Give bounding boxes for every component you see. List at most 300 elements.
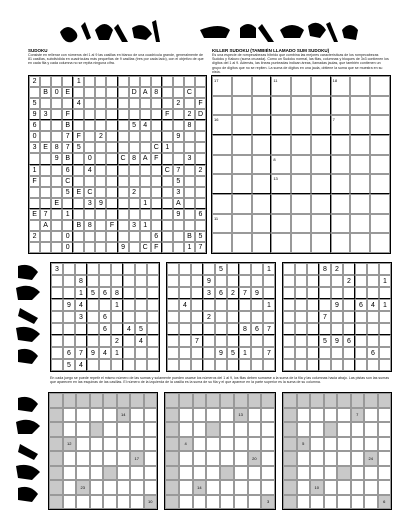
grid-cell[interactable] xyxy=(379,263,391,275)
grid-cell[interactable] xyxy=(203,323,215,335)
kakuro-cell[interactable] xyxy=(144,422,158,437)
kakuro-cell[interactable] xyxy=(130,408,144,423)
grid-cell[interactable] xyxy=(62,198,73,209)
grid-cell[interactable] xyxy=(343,359,355,371)
kakuro-cell[interactable] xyxy=(179,408,193,423)
kakuro-cell[interactable] xyxy=(193,437,207,452)
grid-cell[interactable] xyxy=(95,76,106,87)
grid-cell[interactable] xyxy=(40,242,51,253)
grid-cell[interactable]: 1 xyxy=(111,347,123,359)
grid-cell[interactable] xyxy=(135,311,147,323)
kakuro-cell[interactable] xyxy=(234,451,248,466)
killer-cell[interactable] xyxy=(311,96,331,116)
grid-cell[interactable] xyxy=(343,347,355,359)
killer-cell[interactable] xyxy=(271,135,291,155)
grid-cell[interactable] xyxy=(179,275,191,287)
killer-cell[interactable] xyxy=(370,115,390,135)
grid-cell[interactable] xyxy=(251,311,263,323)
grid-cell[interactable]: 9 xyxy=(63,299,75,311)
kakuro-cell[interactable] xyxy=(206,480,220,495)
grid-cell[interactable] xyxy=(73,242,84,253)
grid-cell[interactable] xyxy=(151,131,162,142)
grid-cell[interactable] xyxy=(87,275,99,287)
grid-cell[interactable] xyxy=(40,120,51,131)
grid-cell[interactable]: 2 xyxy=(173,98,184,109)
grid-cell[interactable] xyxy=(129,142,140,153)
kakuro-cell[interactable] xyxy=(351,495,365,510)
grid-cell[interactable] xyxy=(295,311,307,323)
grid-cell[interactable] xyxy=(95,120,106,131)
grid-cell[interactable]: 7 xyxy=(62,131,73,142)
grid-cell[interactable] xyxy=(295,347,307,359)
grid-cell[interactable] xyxy=(307,335,319,347)
grid-cell[interactable] xyxy=(118,176,129,187)
killer-cell[interactable] xyxy=(350,135,370,155)
grid-cell[interactable] xyxy=(195,187,206,198)
grid-cell[interactable] xyxy=(84,109,95,120)
grid-cell[interactable]: 8 xyxy=(151,87,162,98)
killer-cell[interactable] xyxy=(291,155,311,175)
grid-cell[interactable] xyxy=(87,263,99,275)
grid-cell[interactable] xyxy=(73,153,84,164)
grid-cell[interactable]: 7 xyxy=(40,209,51,220)
grid-cell[interactable]: B xyxy=(184,231,195,242)
grid-cell[interactable] xyxy=(118,120,129,131)
grid-cell[interactable] xyxy=(151,209,162,220)
grid-cell[interactable] xyxy=(173,120,184,131)
grid-cell[interactable] xyxy=(106,98,117,109)
grid-cell[interactable] xyxy=(179,287,191,299)
grid-cell[interactable] xyxy=(173,153,184,164)
grid-cell[interactable] xyxy=(75,335,87,347)
grid-cell[interactable]: C xyxy=(184,87,195,98)
killer-cell[interactable] xyxy=(212,96,232,116)
kakuro-cell[interactable] xyxy=(324,408,338,423)
kakuro-cell[interactable] xyxy=(130,480,144,495)
killer-cell[interactable]: 16 xyxy=(212,115,232,135)
grid-cell[interactable]: 8 xyxy=(129,153,140,164)
grid-cell[interactable]: 9 xyxy=(118,242,129,253)
grid-cell[interactable] xyxy=(215,299,227,311)
kakuro-cell[interactable] xyxy=(103,437,117,452)
grid-cell[interactable] xyxy=(95,187,106,198)
grid-cell[interactable]: 2 xyxy=(184,109,195,120)
killer-cell[interactable] xyxy=(232,233,252,253)
grid-cell[interactable]: 3 xyxy=(40,109,51,120)
grid-cell[interactable] xyxy=(40,153,51,164)
kakuro-cell[interactable] xyxy=(90,495,104,510)
killer-cell[interactable] xyxy=(291,135,311,155)
killer-cell[interactable]: 7 xyxy=(331,115,351,135)
grid-cell[interactable]: 5 xyxy=(29,98,40,109)
grid-cell[interactable] xyxy=(84,142,95,153)
grid-cell[interactable] xyxy=(215,335,227,347)
killer-cell[interactable] xyxy=(311,115,331,135)
grid-cell[interactable]: 1 xyxy=(73,76,84,87)
grid-cell[interactable] xyxy=(118,187,129,198)
grid-cell[interactable] xyxy=(84,98,95,109)
grid-cell[interactable]: 7 xyxy=(191,335,203,347)
grid-cell[interactable] xyxy=(283,263,295,275)
grid-cell[interactable] xyxy=(129,198,140,209)
grid-cell[interactable] xyxy=(129,242,140,253)
grid-cell[interactable] xyxy=(84,176,95,187)
grid-cell[interactable]: F xyxy=(73,131,84,142)
grid-cell[interactable]: 9 xyxy=(51,153,62,164)
grid-cell[interactable]: 6 xyxy=(62,165,73,176)
grid-cell[interactable] xyxy=(95,231,106,242)
kakuro-cell[interactable] xyxy=(378,408,392,423)
grid-cell[interactable] xyxy=(123,335,135,347)
grid-cell[interactable] xyxy=(51,120,62,131)
grid-cell[interactable] xyxy=(179,263,191,275)
grid-cell[interactable] xyxy=(191,323,203,335)
grid-cell[interactable]: 2 xyxy=(203,311,215,323)
grid-cell[interactable] xyxy=(307,287,319,299)
grid-cell[interactable]: 5 xyxy=(195,231,206,242)
kakuro-cell[interactable] xyxy=(117,480,131,495)
grid-cell[interactable] xyxy=(191,287,203,299)
grid-cell[interactable] xyxy=(63,287,75,299)
grid-cell[interactable]: 5 xyxy=(87,287,99,299)
kakuro-cell[interactable] xyxy=(364,480,378,495)
grid-cell[interactable]: 1 xyxy=(140,220,151,231)
grid-cell[interactable] xyxy=(63,311,75,323)
killer-cell[interactable] xyxy=(252,214,272,234)
grid-cell[interactable]: E xyxy=(73,187,84,198)
killer-cell[interactable] xyxy=(291,96,311,116)
grid-cell[interactable] xyxy=(239,263,251,275)
grid-cell[interactable] xyxy=(99,275,111,287)
killer-cell[interactable] xyxy=(232,76,252,96)
grid-cell[interactable] xyxy=(135,287,147,299)
grid-cell[interactable]: 3 xyxy=(173,187,184,198)
grid-cell[interactable] xyxy=(62,220,73,231)
grid-cell[interactable]: 1 xyxy=(379,275,391,287)
kakuro-cell[interactable] xyxy=(351,422,365,437)
kakuro-cell[interactable] xyxy=(297,422,311,437)
grid-cell[interactable] xyxy=(295,263,307,275)
grid-cell[interactable]: C xyxy=(140,242,151,253)
killer-cell[interactable] xyxy=(232,174,252,194)
grid-cell[interactable]: 0 xyxy=(84,153,95,164)
grid-cell[interactable] xyxy=(184,220,195,231)
kakuro-cell[interactable] xyxy=(130,437,144,452)
grid-cell[interactable] xyxy=(331,275,343,287)
kakuro-cell[interactable] xyxy=(179,495,193,510)
grid-cell[interactable] xyxy=(106,76,117,87)
grid-cell[interactable] xyxy=(99,263,111,275)
grid-cell[interactable] xyxy=(379,323,391,335)
killer-cell[interactable] xyxy=(271,214,291,234)
grid-cell[interactable] xyxy=(106,242,117,253)
grid-cell[interactable] xyxy=(40,165,51,176)
grid-cell[interactable] xyxy=(162,87,173,98)
grid-cell[interactable] xyxy=(195,198,206,209)
grid-cell[interactable] xyxy=(191,359,203,371)
grid-cell[interactable] xyxy=(184,176,195,187)
grid-cell[interactable] xyxy=(195,87,206,98)
grid-cell[interactable] xyxy=(283,359,295,371)
grid-cell[interactable]: 3 xyxy=(75,311,87,323)
killer-cell[interactable] xyxy=(350,194,370,214)
grid-cell[interactable] xyxy=(123,275,135,287)
killer-cell[interactable] xyxy=(252,155,272,175)
grid-cell[interactable]: 1 xyxy=(239,347,251,359)
grid-cell[interactable] xyxy=(355,287,367,299)
grid-cell[interactable]: 1 xyxy=(140,198,151,209)
grid-cell[interactable] xyxy=(95,153,106,164)
grid-cell[interactable] xyxy=(379,311,391,323)
killer-cell[interactable] xyxy=(212,135,232,155)
grid-cell[interactable] xyxy=(195,176,206,187)
grid-cell[interactable]: C xyxy=(118,153,129,164)
grid-cell[interactable] xyxy=(162,131,173,142)
grid-cell[interactable]: 7 xyxy=(173,165,184,176)
grid-cell[interactable]: 5 xyxy=(129,120,140,131)
grid-cell[interactable] xyxy=(106,209,117,220)
grid-cell[interactable] xyxy=(319,359,331,371)
grid-cell[interactable] xyxy=(40,76,51,87)
killer-cell[interactable] xyxy=(331,214,351,234)
grid-cell[interactable] xyxy=(173,109,184,120)
grid-cell[interactable]: 4 xyxy=(75,299,87,311)
grid-cell[interactable] xyxy=(283,287,295,299)
grid-cell[interactable] xyxy=(179,335,191,347)
grid-cell[interactable] xyxy=(140,176,151,187)
killer-cell[interactable] xyxy=(370,174,390,194)
grid-cell[interactable] xyxy=(203,335,215,347)
grid-cell[interactable] xyxy=(135,275,147,287)
grid-cell[interactable] xyxy=(140,165,151,176)
grid-cell[interactable]: F xyxy=(106,220,117,231)
grid-cell[interactable] xyxy=(51,275,63,287)
grid-cell[interactable] xyxy=(51,299,63,311)
killer-cell[interactable] xyxy=(350,214,370,234)
grid-cell[interactable] xyxy=(343,311,355,323)
kakuro-cell[interactable] xyxy=(90,408,104,423)
grid-cell[interactable]: 1 xyxy=(263,263,275,275)
grid-cell[interactable] xyxy=(184,187,195,198)
grid-cell[interactable]: 4 xyxy=(135,335,147,347)
kakuro-cell[interactable] xyxy=(206,495,220,510)
kakuro-cell[interactable] xyxy=(364,408,378,423)
grid-cell[interactable] xyxy=(195,153,206,164)
grid-cell[interactable] xyxy=(140,231,151,242)
grid-cell[interactable]: 6 xyxy=(63,347,75,359)
killer-cell[interactable] xyxy=(291,76,311,96)
grid-cell[interactable] xyxy=(123,263,135,275)
kakuro-cell[interactable] xyxy=(261,451,275,466)
grid-cell[interactable] xyxy=(319,299,331,311)
grid-cell[interactable] xyxy=(227,323,239,335)
kakuro-cell[interactable] xyxy=(234,437,248,452)
kakuro-cell[interactable] xyxy=(90,466,104,481)
kakuro-cell[interactable] xyxy=(206,437,220,452)
grid-cell[interactable]: 7 xyxy=(263,323,275,335)
grid-cell[interactable] xyxy=(51,176,62,187)
grid-cell[interactable] xyxy=(184,76,195,87)
grid-cell[interactable] xyxy=(147,275,159,287)
kakuro-cell[interactable] xyxy=(324,480,338,495)
grid-cell[interactable]: A xyxy=(173,198,184,209)
grid-cell[interactable] xyxy=(343,323,355,335)
grid-cell[interactable] xyxy=(118,98,129,109)
grid-cell[interactable]: C xyxy=(151,142,162,153)
killer-cell[interactable] xyxy=(311,155,331,175)
kakuro-cell[interactable] xyxy=(324,466,338,481)
kakuro-cell[interactable] xyxy=(248,480,262,495)
kakuro-cell[interactable] xyxy=(234,466,248,481)
kakuro-cell[interactable] xyxy=(206,408,220,423)
kakuro-cell[interactable] xyxy=(337,451,351,466)
grid-cell[interactable] xyxy=(215,359,227,371)
grid-cell[interactable]: 9 xyxy=(215,347,227,359)
grid-cell[interactable] xyxy=(106,176,117,187)
grid-cell[interactable]: D xyxy=(195,109,206,120)
killer-cell[interactable] xyxy=(232,155,252,175)
grid-cell[interactable] xyxy=(203,299,215,311)
killer-cell[interactable] xyxy=(291,174,311,194)
kakuro-cell[interactable] xyxy=(193,466,207,481)
grid-cell[interactable] xyxy=(251,275,263,287)
grid-cell[interactable]: 2 xyxy=(331,263,343,275)
grid-cell[interactable]: 6 xyxy=(343,335,355,347)
killer-cell[interactable] xyxy=(271,194,291,214)
grid-cell[interactable] xyxy=(84,242,95,253)
grid-cell[interactable] xyxy=(73,176,84,187)
grid-cell[interactable] xyxy=(111,359,123,371)
grid-cell[interactable] xyxy=(173,242,184,253)
grid-cell[interactable]: 4 xyxy=(123,323,135,335)
grid-cell[interactable] xyxy=(111,275,123,287)
grid-cell[interactable]: 0 xyxy=(62,231,73,242)
kakuro-cell[interactable] xyxy=(261,466,275,481)
kakuro-cell[interactable] xyxy=(378,480,392,495)
grid-cell[interactable]: 4 xyxy=(140,120,151,131)
grid-cell[interactable] xyxy=(111,263,123,275)
grid-cell[interactable]: 6 xyxy=(215,287,227,299)
grid-cell[interactable] xyxy=(118,131,129,142)
kakuro-cell[interactable] xyxy=(378,451,392,466)
kakuro-cell[interactable] xyxy=(364,466,378,481)
kakuro-cell[interactable] xyxy=(364,437,378,452)
kakuro-cell[interactable] xyxy=(297,480,311,495)
killer-cell[interactable] xyxy=(311,214,331,234)
kakuro-cell[interactable] xyxy=(364,495,378,510)
grid-cell[interactable] xyxy=(251,347,263,359)
kakuro-cell[interactable] xyxy=(193,495,207,510)
killer-cell[interactable] xyxy=(350,233,370,253)
grid-cell[interactable] xyxy=(140,187,151,198)
grid-cell[interactable] xyxy=(51,335,63,347)
grid-cell[interactable] xyxy=(167,287,179,299)
killer-cell[interactable] xyxy=(331,155,351,175)
grid-cell[interactable] xyxy=(191,311,203,323)
killer-cell[interactable] xyxy=(370,194,390,214)
grid-cell[interactable] xyxy=(191,263,203,275)
grid-cell[interactable] xyxy=(162,187,173,198)
grid-cell[interactable] xyxy=(167,275,179,287)
grid-cell[interactable] xyxy=(84,120,95,131)
grid-cell[interactable] xyxy=(367,335,379,347)
grid-cell[interactable]: 8 xyxy=(51,142,62,153)
grid-cell[interactable] xyxy=(129,231,140,242)
grid-cell[interactable]: 2 xyxy=(227,287,239,299)
grid-cell[interactable] xyxy=(63,323,75,335)
grid-cell[interactable]: 5 xyxy=(227,347,239,359)
grid-cell[interactable] xyxy=(147,323,159,335)
grid-cell[interactable] xyxy=(367,287,379,299)
grid-cell[interactable] xyxy=(295,287,307,299)
grid-cell[interactable] xyxy=(73,109,84,120)
grid-cell[interactable]: 2 xyxy=(29,76,40,87)
kakuro-cell[interactable] xyxy=(103,495,117,510)
killer-cell[interactable] xyxy=(311,174,331,194)
grid-cell[interactable] xyxy=(191,347,203,359)
grid-cell[interactable] xyxy=(147,311,159,323)
grid-cell[interactable]: 6 xyxy=(29,120,40,131)
grid-cell[interactable]: 0 xyxy=(51,87,62,98)
grid-cell[interactable] xyxy=(151,198,162,209)
grid-cell[interactable]: 9 xyxy=(203,275,215,287)
grid-cell[interactable]: 3 xyxy=(84,198,95,209)
grid-cell[interactable] xyxy=(99,359,111,371)
grid-cell[interactable]: 3 xyxy=(184,153,195,164)
grid-cell[interactable] xyxy=(118,76,129,87)
grid-cell[interactable] xyxy=(135,299,147,311)
grid-cell[interactable] xyxy=(106,87,117,98)
grid-cell[interactable] xyxy=(129,176,140,187)
grid-cell[interactable] xyxy=(51,76,62,87)
grid-cell[interactable] xyxy=(173,76,184,87)
grid-cell[interactable] xyxy=(129,109,140,120)
grid-cell[interactable] xyxy=(162,76,173,87)
kakuro-cell[interactable] xyxy=(63,451,77,466)
grid-cell[interactable] xyxy=(162,209,173,220)
grid-cell[interactable] xyxy=(295,299,307,311)
grid-cell[interactable] xyxy=(95,176,106,187)
grid-cell[interactable]: F xyxy=(151,153,162,164)
kakuro-cell[interactable] xyxy=(261,437,275,452)
grid-cell[interactable]: 1 xyxy=(379,299,391,311)
kakuro-cell[interactable] xyxy=(261,408,275,423)
grid-cell[interactable] xyxy=(162,242,173,253)
grid-cell[interactable] xyxy=(84,87,95,98)
grid-cell[interactable] xyxy=(167,359,179,371)
grid-cell[interactable] xyxy=(106,231,117,242)
grid-cell[interactable]: 3 xyxy=(29,142,40,153)
grid-cell[interactable]: B xyxy=(40,87,51,98)
grid-cell[interactable] xyxy=(73,198,84,209)
kakuro-cell[interactable] xyxy=(76,451,90,466)
grid-cell[interactable] xyxy=(355,275,367,287)
kakuro-cell[interactable] xyxy=(261,422,275,437)
grid-cell[interactable] xyxy=(63,335,75,347)
grid-cell[interactable] xyxy=(135,359,147,371)
grid-cell[interactable] xyxy=(307,299,319,311)
grid-cell[interactable] xyxy=(123,299,135,311)
grid-cell[interactable] xyxy=(118,142,129,153)
grid-cell[interactable]: 8 xyxy=(75,275,87,287)
grid-cell[interactable] xyxy=(331,347,343,359)
kakuro-cell[interactable] xyxy=(220,451,234,466)
grid-cell[interactable] xyxy=(140,76,151,87)
grid-cell[interactable] xyxy=(331,323,343,335)
kakuro-cell[interactable] xyxy=(179,451,193,466)
kakuro-cell[interactable] xyxy=(130,422,144,437)
grid-cell[interactable]: E xyxy=(40,142,51,153)
